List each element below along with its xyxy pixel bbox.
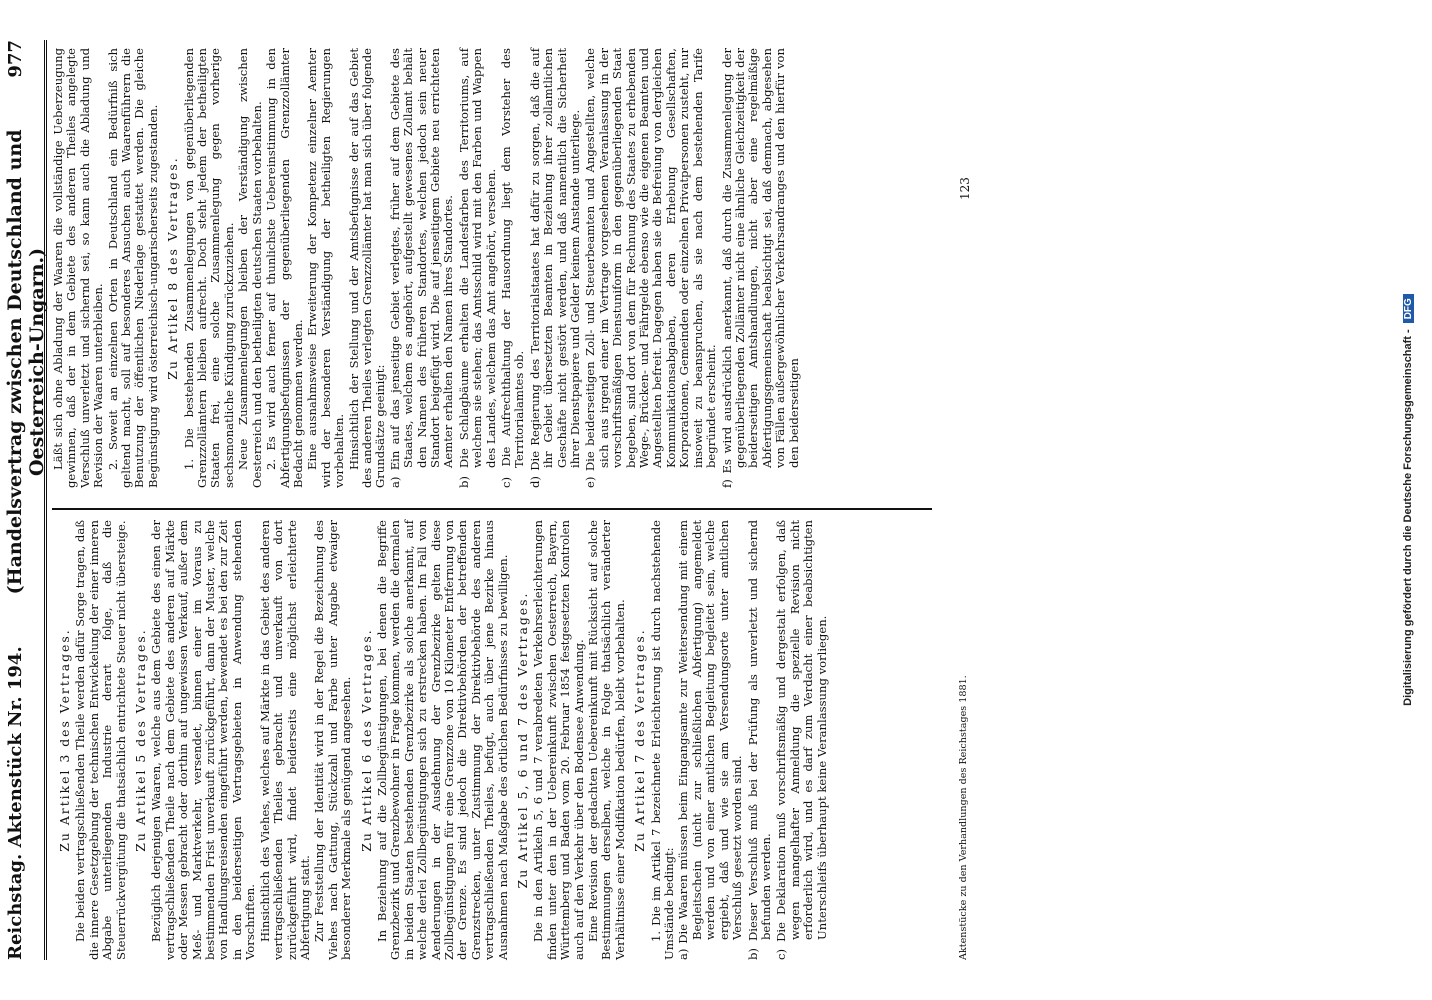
- list-item: f) Es wird ausdrücklich anerkannt, daß durch die Zusammenlegung der gegenüberliegenden Zollämter nicht eine ähnliche Gleichzeitigkeit der beiderseitigen Amtshandlungen, nicht aber eine regelmäßige Abfertigungsgemeinschaft beabsichtigt sei, daß demnach, abgesehen von Fällen außergewöhnlicher Verkehrsandranges und den hierfür von den beiderseitigen: [719, 48, 801, 488]
- footer-note: Aktenstücke zu den Verhandlungen des Reichstages 1881.: [958, 675, 969, 960]
- section-heading: Zu Artikel 5 des Vertrages.: [133, 628, 149, 852]
- paragraph: Eine Revision der gedachten Uebereinkunft mit Rücksicht auf solche Bestimmungen derselben, welche in Folge thatsächlich veränderter Verhältnisse einer Modifikation bedürfen, bleibt vorbehalten.: [586, 520, 627, 960]
- signature-mark: 123: [958, 177, 972, 200]
- header-left: Reichstag. Aktenstück Nr. 194.: [5, 646, 26, 960]
- list-item: a) Ein auf das jenseitige Gebiet verlegtes, früher auf dem Gebiete des Staates, welchem es angehört, aufgestellt gewesenes Zollamt behält den Namen des früheren Standortes, welchen jedoch sein neuer Standort beigefügt wird. Die auf jenseitigem Gebiete neu errichteten Aemter erhalten den Namen ihres Standortes.: [387, 48, 456, 488]
- paragraph: Eine ausnahmsweise Erweiterung der Kompetenz einzelner Aemter wird der besonderen Verständigung der betheiligten Regierungen vorbehalten.: [305, 48, 347, 488]
- paragraph: 2. Soweit an einzelnen Orten in Deutschland ein Bedürfniß sich geltend macht, soll auf besonderes Ansuchen auch Waarenführern die Benutzung der öffentlichen Niederlage gestattet werden. Die gleiche Begünstigung wird österreichisch-ungarischerseits zugestanden.: [105, 48, 160, 488]
- dfg-logo: DFG: [1403, 294, 1414, 323]
- paragraph: Zur Feststellung der Identität wird in der Regel die Bezeichnung des Viehes nach Gattung, Stückzahl und Farbe unter Angabe etwaiger besonderer Merkmale als genügend angesehen.: [312, 520, 354, 960]
- paragraph: Die beiden vertragschließenden Theile werden dafür Sorge tragen, daß die innere Gesetzgebung der technischen Entwickelung der einer inneren Abgabe unterliegenden Industrie derart folge, daß die Steuerrückvergütung die thatsächlich entrichtete Steuer nicht übersteige.: [73, 519, 128, 960]
- paragraph: Bezüglich derjenigen Waaren, welche aus dem Gebiete des einen der vertragschließenden Theile nach dem Gebiete des anderen auf Märkte oder Messen gebracht oder dorthin auf ungewissen Verkauf, außer dem Meß- und Marktverkehr, versendet, binnen einer im Voraus zu bestimmenden Frist unverkauft zurückgeführt, dann der Muster, welche von Handlungsreisenden eingeführt werden, bewendet es bei den zur Zeit in den beiderseitigen Vertragsgebieten in Anwendung stehenden Vorschriften.: [149, 520, 258, 960]
- header-title: (Handelsvertrag zwischen Deutschland und Oesterreich-Ungarn.): [4, 129, 48, 595]
- section-heading: Zu Artikel 3 des Vertrages.: [57, 628, 72, 852]
- list-item: b) Dieser Verschluß muß bei der Prüfung als unverletzt und sichernd befunden werden.: [745, 520, 773, 960]
- left-column: [52, 520, 831, 960]
- paragraph: In Beziehung auf die Zollbegünstigungen, bei denen die Begriffe Grenzbezirk und Grenzbewohner in Frage kommen, werden die dermalen in beiden Staaten bestehenden Grenzbezirke als solche anerkannt, auf welche derlei Zollbegünstigungen sich zu erstrecken haben. Im Fall von Aenderungen in der Ausdehnung der Grenzbezirke gelten diese Zollbegünstigungen für eine Grenzzone von 10 Kilometer Entfernung von der Grenze. Es sind jedoch die Direktivbehörden der betreffenden Grenzstrecken, unter Zustimmung der Direktivbehörde des anderen vertragschließenden Theiles, befugt, auch über jene Bezirke hinaus Ausnahmen nach Maßgabe des örtlichen Bedürfnisses zu bewilligen.: [374, 520, 510, 960]
- paragraph: Läßt sich ohne Abladung der Waaren die vollständige Ueberzeugung gewinnen, daß der in dem Gebiete des anderen Theiles angelegte Verschluß unverletzt und sichernd sei, so kann auch die Abladung und Revision der Waaren unterbleiben.: [51, 48, 106, 488]
- list-item: b) Die Schlagbäume erhalten die Landesfarben des Territoriums, auf welchem sie stehen; das Amtsschild wird mit den Farben und Wappen des Landes, welchem das Amt angehört, versehen.: [456, 48, 498, 488]
- section-heading: Zu Artikel 8 des Vertrages.: [165, 156, 181, 380]
- credit-text: Digitalisierung gefördert durch die Deutsche Forschungsgemeinschaft -: [1402, 329, 1414, 706]
- page-header: [4, 40, 47, 960]
- paragraph: 1. Die bestehenden Zusammenlegungen von gegenüberliegenden Grenzzollämtern bleiben aufrecht. Doch steht jedem der betheiligten Staaten frei, eine solche Zusammenlegung gegen vorherige sechsmonatliche Kündigung zurückzuziehen.: [181, 48, 236, 488]
- digitization-credit: [1398, 10, 1418, 990]
- paragraph: 2. Es wird auch ferner auf thunlichste Uebereinstimmung in den Abfertigungsbefugnissen der gegenüberliegenden Grenzzollämter Bedacht genommen werden.: [264, 48, 305, 488]
- section-heading: Zu Artikel 6 des Vertrages.: [358, 628, 374, 852]
- paragraph: Hinsichtlich der Stellung und der Amtsbefugnisse der auf das Gebiet des anderen Theiles verlegten Grenzzollämter hat man sich über folgende Grundsätze geeinigt:: [346, 48, 388, 488]
- column-divider: [52, 508, 932, 510]
- list-item: e) Die beiderseitigen Zoll- und Steuerbeamten und Angestellten, welche sich aus irgend einer im Vertrage vorgesehenen Veranlassung in der vorschriftsmäßigen Dienstuniform in den gegenüberliegenden Staat begeben, sind dort von dem für Rechnung des Staates zu erhebenden Wege-, Brücken- und Fährgelde ebenso wie die eigenen Beamten und Angestellten befreit. Dagegen haben sie die Befreiung von dergleichen Kommunikationsabgaben, deren Erhebung Gesellschaften, Korporationen, Gemeinden oder einzelnen Privatpersonen zusteht, nur insoweit zu beanspruchen, als sie nach dem bestehenden Tarife begründet erscheint.: [583, 48, 719, 488]
- paragraph: Die in den Artikeln 5, 6 und 7 verabredeten Verkehrserleichterungen finden unter den in der Uebereinkunft zwischen Oesterreich, Bayern, Württemberg und Baden vom 20. Februar 1854 festgesetzten Kontrolen auch auf den Verkehr über den Bodensee Anwendung.: [531, 520, 586, 960]
- section-heading: Zu Artikel 7 des Vertrages.: [632, 628, 648, 852]
- list-item: c) Die Deklaration muß vorschriftsmäßig und dergestalt erfolgen, daß wegen mangelhafter Anmeldung die spezielle Revision nicht erforderlich wird, und es darf zum Verdacht einer beabsichtigten Unterschleifs überhaupt keine Veranlassung vorliegen.: [774, 520, 829, 960]
- page-number: 977: [5, 40, 26, 78]
- section-heading: Zu Artikel 5, 6 und 7 des Vertrages.: [515, 591, 530, 889]
- paragraph: 1. Die im Artikel 7 bezeichnete Erleichterung ist durch nachstehende Umstände bedingt:: [648, 520, 677, 960]
- list-item: c) Die Aufrechthaltung der Hausordnung liegt dem Vorsteher des Territorialamtes ob.: [499, 48, 527, 488]
- paragraph: Hinsichtlich des Viehes, welches auf Märkte in das Gebiet des anderen vertragschließenden Theiles gebracht und unverkauft von dort zurückgeführt wird, findet beiderseits eine möglichst erleichterte Abfertigung statt.: [257, 520, 312, 960]
- right-column: [52, 48, 803, 488]
- list-item: d) Die Regierung des Territorialstaates hat dafür zu sorgen, daß die auf ihr Gebiet übersetzten Beamten in Beziehung ihrer zollamtlichen Geschäfte nicht gestört werden, und daß namentlich die Sicherheit ihrer Dienstpapiere und Gelder keinem Anstande unterliege.: [527, 48, 583, 488]
- list-item: a) Die Waaren müssen beim Eingangsamte zur Weitersendung mit einem Begleitschein (nicht zur schließlichen Abfertigung) angemeldet werden und von einer amtlichen Begleitung begleitet sein, welche ergiebt, daß und wie sie am Versendungsorte unter amtlichen Verschluß gesetzt worden sind.: [676, 520, 745, 960]
- paragraph: Neue Zusammenlegungen bleiben der Verständigung zwischen Oesterreich und den betheiligten deutschen Staaten vorbehalten.: [236, 48, 264, 488]
